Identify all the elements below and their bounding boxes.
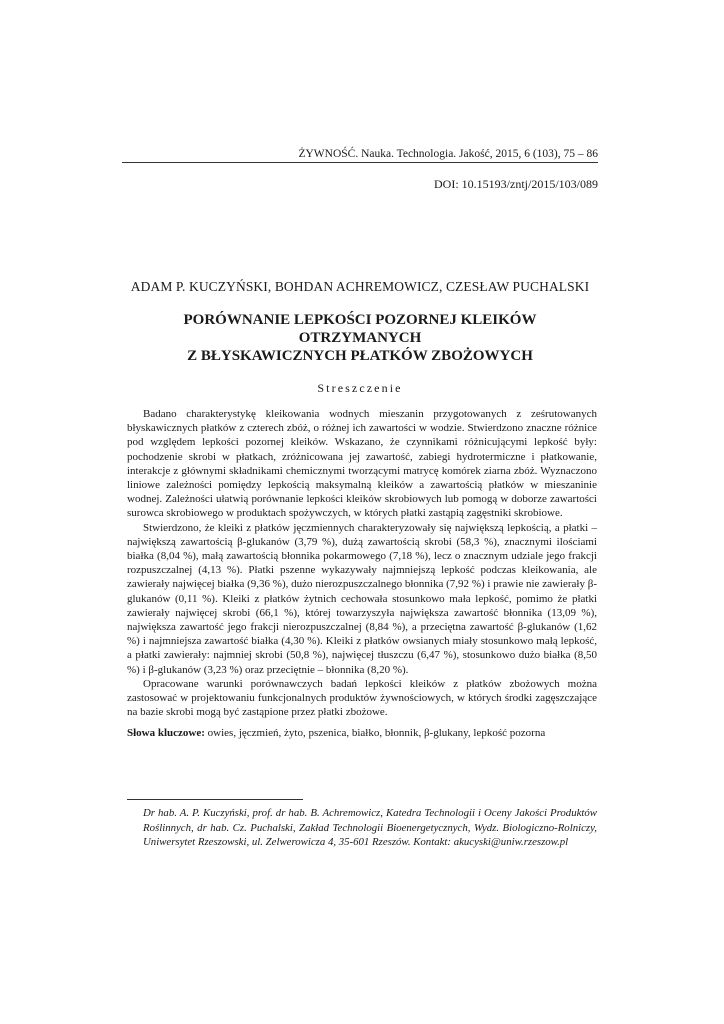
doi: DOI: 10.15193/zntj/2015/103/089 bbox=[434, 177, 598, 191]
abstract-paragraph-3: Opracowane warunki porównawczych badań lepkości kleików z płatków zbożowych można zastosować w projektowaniu funkcjonalnych produktów żywnościowych, w których środki zagęszczające na bazie skrobi mogą być zastąpione przez płatki zbożowe. bbox=[127, 677, 597, 719]
abstract-paragraph-2: Stwierdzono, że kleiki z płatków jęczmiennych charakteryzowały się największą lepkością, a płatki – największą zawartością β-glukanów (3,79 %), dużą zawartością skrobi (58,3 %), znacznymi ilościami białka (8,04 %), małą zawartością błonnika pokarmowego (7,18 %), lecz o znacznym udziale jego frakcji rozpuszczalnej (4,13 %). Płatki pszenne wykazywały najmniejszą lepkość podczas kleikowania, ale zawierały najwięcej białka (9,36 %), dużo nierozpuszczalnego błonnika (7,92 %) i prawie nie zawierały β-glukanów (0,11 %). Kleiki z płatków żytnich cechowała stosunkowo mała lepkość, pomimo że płatki zawierały najwięcej skrobi (66,1 %), której towarzyszyła największa zawartość błonnika (13,09 %), największa zawartość jego frakcji nierozpuszczalnej (8,84 %), a przeciętna zawartość β-glukanów (1,62 %) i najmniejsza zawartość białka (4,30 %). Kleiki z płatków owsianych miały stosunkowo małą lepkość, a płatki zawierały: najmniej skrobi (50,8 %), najwięcej tłuszczu (6,47 %), stosunkowo dużo białka (8,50 %) i β-glukanów (3,23 %) oraz przeciętnie – błonnika (8,20 %). bbox=[127, 521, 597, 676]
abstract-body bbox=[127, 407, 597, 719]
affiliation-text: Dr hab. A. P. Kuczyński, prof. dr hab. B. Achremowicz, Katedra Technologii i Oceny Jakości Produktów Roślinnych, dr hab. Cz. Puchalski, Zakład Technologii Bioenergetycznych, Wydz. Biologiczno-Rolniczy, Uniwersytet Rzeszowski, ul. Zelwerowicza 4, 35-601 Rzeszów. Kontakt: akucyski@uniw.rzeszow.pl bbox=[143, 807, 597, 848]
keywords-label: Słowa kluczowe: bbox=[127, 727, 205, 739]
title-line-2: Z BŁYSKAWICZNYCH PŁATKÓW ZBOŻOWYCH bbox=[187, 348, 533, 364]
footnote-rule bbox=[127, 799, 303, 800]
keywords-text: owies, jęczmień, żyto, pszenica, białko, błonnik, β-glukany, lepkość pozorna bbox=[204, 727, 546, 739]
journal-citation: ŻYWNOŚĆ. Nauka. Technologia. Jakość, 2015, 6 (103), 75 – 86 bbox=[298, 148, 598, 160]
author-affiliation bbox=[127, 806, 597, 850]
abstract-heading: Streszczenie bbox=[317, 381, 403, 395]
keywords bbox=[127, 726, 597, 740]
title-line-1: PORÓWNANIE LEPKOŚCI POZORNEJ KLEIKÓW OTRZYMANYCH bbox=[183, 312, 537, 346]
header-rule bbox=[122, 162, 598, 163]
authors: ADAM P. KUCZYŃSKI, BOHDAN ACHREMOWICZ, CZESŁAW PUCHALSKI bbox=[130, 279, 590, 294]
article-title bbox=[122, 311, 598, 365]
abstract-paragraph-1: Badano charakterystykę kleikowania wodnych mieszanin przygotowanych z ześrutowanych błyskawicznych płatków z czterech zbóż, o różnej ich zawartości w wodzie. Stwierdzono znaczne różnice pod względem lepkości pozornej kleików. Wskazano, że czynnikami różnicującymi lepkość były: pochodzenie skrobi w płatkach, zróżnicowana jej zawartość, zabiegi hydrotermiczne i płatkowanie, interakcje z głównymi składnikami chemicznymi tworzącymi matrycę komórek ziarna zbóż. Wyznaczono liniowe zależności pomiędzy lepkością maksymalną kleików a zawartością płatków w mieszaninie wodnej. Zależności ułatwią porównanie lepkości kleików skrobiowych lub pomogą w doborze zawartości surowca skrobiowego w produktach spożywczych, w których płatki zastąpią zagęstniki skrobiowe. bbox=[127, 408, 597, 520]
